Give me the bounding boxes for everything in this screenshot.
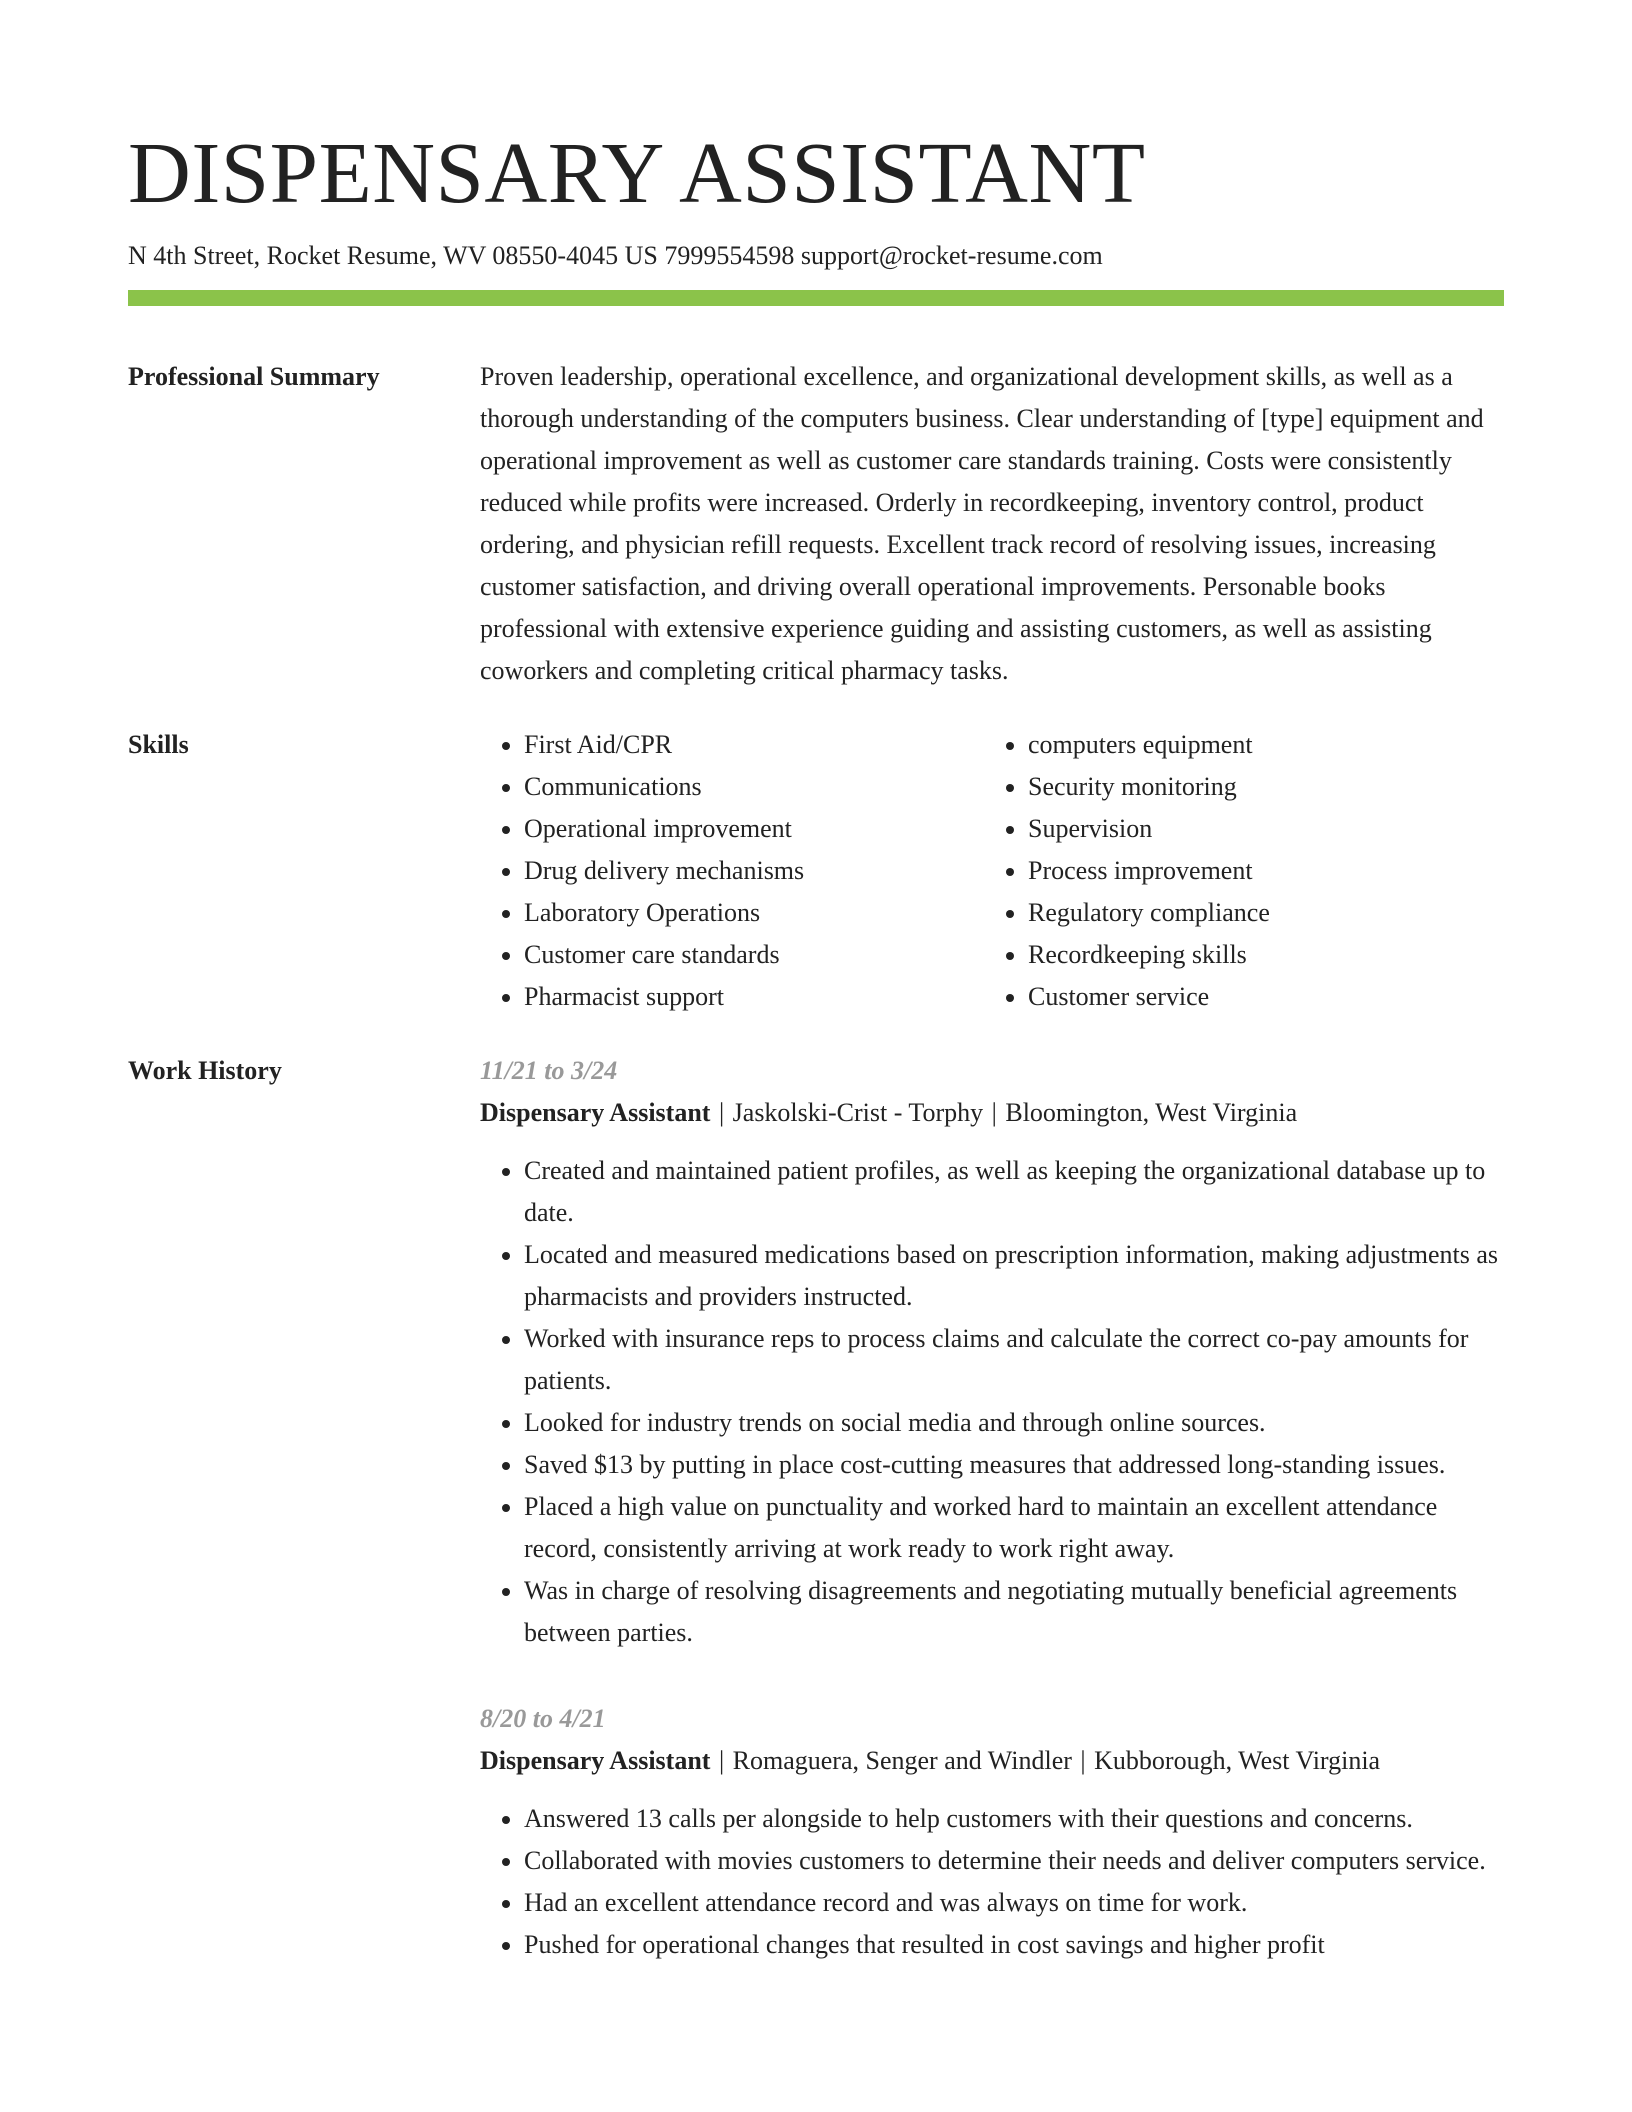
- job-location: Bloomington, West Virginia: [1005, 1098, 1298, 1127]
- work-history-section: [128, 1050, 1504, 2010]
- job-header: [480, 1092, 1504, 1134]
- skill-item: • Regulatory compliance: [1028, 892, 1504, 934]
- accent-divider: [128, 290, 1504, 306]
- skills-list-left: [480, 724, 984, 1018]
- job-dates: 8/20 to 4/21: [480, 1704, 606, 1733]
- skills-heading: Skills: [128, 730, 189, 759]
- contact-phone: 7999554598: [664, 241, 795, 270]
- job-entry: [480, 1698, 1504, 1966]
- skill-item: • Pharmacist support: [524, 976, 984, 1018]
- work-history-heading: Work History: [128, 1056, 282, 1085]
- summary-text: Proven leadership, operational excellence, and organizational development skills, as well as a thorough understanding of the computers business. Clear understanding of [type] equipment and operational improvement as well as customer care standards training. Costs were consistently reduced while profits were increased. Orderly in recordkeeping, inventory control, product ordering, and physician refill requests. Excellent track record of resolving issues, increasing customer satisfaction, and driving overall operational improvements. Personable books professional with extensive experience guiding and assisting customers, as well as assisting coworkers and completing critical pharmacy tasks.: [480, 362, 1484, 685]
- job-entry: [480, 1050, 1504, 1654]
- job-separator: |: [718, 1098, 725, 1127]
- skill-item: • First Aid/CPR: [524, 724, 984, 766]
- job-title: Dispensary Assistant: [480, 1098, 711, 1127]
- job-title: Dispensary Assistant: [480, 1746, 711, 1775]
- skill-item: • Laboratory Operations: [524, 892, 984, 934]
- job-bullet: • Looked for industry trends on social media and through online sources.: [524, 1402, 1504, 1444]
- summary-body: [480, 356, 1504, 692]
- work-history-body: [480, 1050, 1504, 2010]
- summary-section: [128, 356, 1504, 692]
- job-bullet: • Located and measured medications based on prescription information, making adjustments as pharmacists and providers instructed.: [524, 1234, 1504, 1318]
- skill-item: • Customer care standards: [524, 934, 984, 976]
- job-bullet: • Worked with insurance reps to process claims and calculate the correct co-pay amounts for patients.: [524, 1318, 1504, 1402]
- page-title: DISPENSARY ASSISTANT: [128, 124, 1146, 221]
- job-bullet: • Collaborated with movies customers to determine their needs and deliver computers service.: [524, 1840, 1504, 1882]
- job-bullet: • Pushed for operational changes that resulted in cost savings and higher profit: [524, 1924, 1504, 1966]
- job-dates: 11/21 to 3/24: [480, 1056, 618, 1085]
- job-bullet: • Answered 13 calls per alongside to help customers with their questions and concerns.: [524, 1798, 1504, 1840]
- job-location: Kubborough, West Virginia: [1094, 1746, 1381, 1775]
- skill-item: • Recordkeeping skills: [1028, 934, 1504, 976]
- skill-item: • Process improvement: [1028, 850, 1504, 892]
- job-bullet-list: [480, 1798, 1504, 1966]
- job-separator: |: [718, 1746, 725, 1775]
- job-bullet: • Saved $13 by putting in place cost-cutting measures that addressed long-standing issues.: [524, 1444, 1504, 1486]
- job-separator: |: [991, 1098, 997, 1127]
- job-company: Romaguera, Senger and Windler: [732, 1746, 1072, 1775]
- skill-item: • Drug delivery mechanisms: [524, 850, 984, 892]
- skills-list-right: [984, 724, 1504, 1018]
- summary-heading: Professional Summary: [128, 362, 380, 391]
- job-bullet: • Created and maintained patient profiles, as well as keeping the organizational database up to date.: [524, 1150, 1504, 1234]
- skill-item: • Customer service: [1028, 976, 1504, 1018]
- contact-address: N 4th Street, Rocket Resume, WV 08550-4045 US: [128, 241, 658, 270]
- skill-item: • Supervision: [1028, 808, 1504, 850]
- job-separator: |: [1080, 1746, 1086, 1775]
- job-header: [480, 1740, 1504, 1782]
- skill-item: • computers equipment: [1028, 724, 1504, 766]
- job-bullet: • Placed a high value on punctuality and worked hard to maintain an excellent attendance record, consistently arriving at work ready to work right away.: [524, 1486, 1504, 1570]
- contact-email: support@rocket-resume.com: [800, 241, 1103, 270]
- job-bullet: • Was in charge of resolving disagreements and negotiating mutually beneficial agreements between parties.: [524, 1570, 1504, 1654]
- skill-item: • Security monitoring: [1028, 766, 1504, 808]
- contact-line: [128, 238, 1504, 274]
- skill-item: • Communications: [524, 766, 984, 808]
- job-bullet: • Had an excellent attendance record and was always on time for work.: [524, 1882, 1504, 1924]
- job-company: Jaskolski-Crist - Torphy: [732, 1098, 984, 1127]
- skill-item: • Operational improvement: [524, 808, 984, 850]
- job-bullet-list: [480, 1150, 1504, 1654]
- skills-grid: [480, 724, 1504, 1018]
- resume-page: [128, 0, 1504, 2010]
- skills-section: [128, 724, 1504, 1018]
